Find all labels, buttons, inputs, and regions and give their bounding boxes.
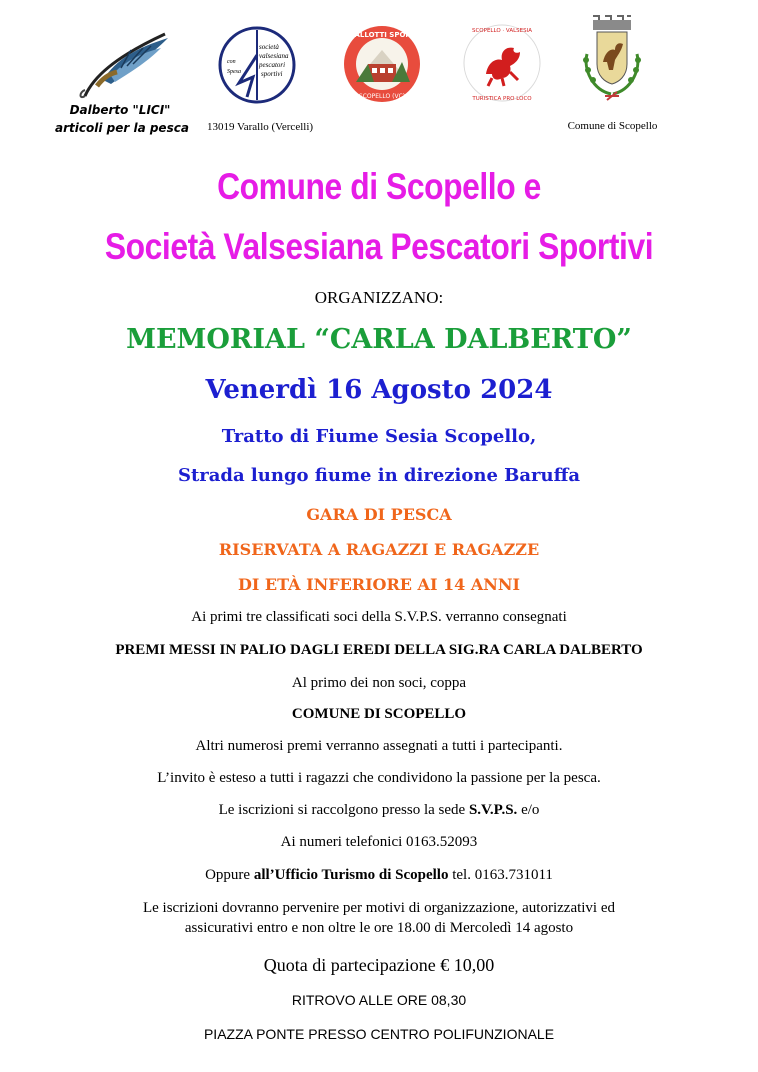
svg-text:società: società — [259, 43, 279, 51]
proloco-horse-icon — [462, 22, 542, 104]
gara-line3: DI ETÀ INFERIORE AI 14 ANNI — [237, 575, 521, 594]
gallotti-sport-icon — [342, 24, 422, 104]
gara-line2: RISERVATA A RAGAZZI E RAGAZZE — [218, 540, 540, 559]
prizes-bold: PREMI MESSI IN PALIO DAGLI EREDI DELLA SIG.RA CARLA DALBERTO — [115, 642, 643, 658]
comune-coat-of-arms-icon — [577, 14, 647, 106]
ritrovo-text: RITROVO ALLE ORE 08,30 — [291, 992, 467, 1008]
logo5-caption: Comune di Scopello — [567, 120, 658, 132]
altri-premi: Altri numerosi premi verranno assegnati a tutti i partecipanti. — [195, 738, 563, 754]
location-line2: Strada lungo fiume in direzione Baruffa — [177, 465, 581, 486]
svg-text:SCOPELLO (VC): SCOPELLO (VC) — [358, 93, 406, 100]
piazza-text: PIAZZA PONTE PRESSO CENTRO POLIFUNZIONALE — [203, 1026, 555, 1042]
logo-comune — [555, 14, 670, 139]
logo-svps — [195, 25, 325, 140]
logo-proloco — [462, 22, 542, 104]
svg-text:GALLOTTI SPORT: GALLOTTI SPORT — [348, 31, 416, 39]
logo2-caption: 13019 Varallo (Vercelli) — [206, 121, 314, 133]
svg-text:Spesa: Spesa — [227, 69, 241, 75]
deadline-line1: Le iscrizioni dovranno pervenire per motivi di organizzazione, autorizzativi ed — [142, 900, 616, 916]
phone-numbers: Ai numeri telefonici 0163.52093 — [280, 834, 478, 850]
logo1-line1: Dalberto "LICI" — [69, 103, 171, 117]
iscrizioni-text-c: e/o — [517, 802, 540, 818]
svg-text:con: con — [227, 59, 236, 65]
quota-text: Quota di partecipazione € 10,00 — [263, 955, 495, 975]
invito-text: L’invito è esteso a tutti i ragazzi che condividono la passione per la pesca. — [157, 770, 601, 786]
organizzano-label: ORGANIZZANO: — [314, 288, 444, 307]
event-date: Venerdì 16 Agosto 2024 — [205, 375, 553, 405]
svg-text:sportivi: sportivi — [261, 70, 283, 78]
iscrizioni-sede — [0, 802, 758, 819]
title-line2: Società Valsesiana Pescatori Sportivi — [104, 226, 654, 267]
memorial-title: MEMORIAL “CARLA DALBERTO” — [126, 324, 632, 355]
logo1-line2: articoli per la pesca — [55, 121, 189, 135]
oppure-text-a: Oppure — [205, 867, 254, 883]
deadline-line2: assicurativi entro e non oltre le ore 18.00 di Mercoledì 14 agosto — [184, 920, 574, 936]
comune-coppa: COMUNE DI SCOPELLO — [291, 706, 467, 722]
logo-dalberto — [55, 20, 189, 140]
svg-text:valsesiana: valsesiana — [259, 52, 289, 60]
oppure-ufficio: all’Ufficio Turismo di Scopello — [253, 867, 449, 883]
fly-lure-icon — [73, 28, 173, 103]
prizes-intro: Ai primi tre classificati soci della S.V.P.S. verranno consegnati — [191, 609, 567, 625]
iscrizioni-text-a: Le iscrizioni si raccolgono presso la sede — [218, 802, 469, 818]
location-line1: Tratto di Fiume Sesia Scopello, — [221, 426, 537, 447]
iscrizioni-svps: S.V.P.S. — [468, 802, 518, 818]
svg-text:pescatori: pescatori — [259, 61, 286, 69]
title-line1: Comune di Scopello e — [217, 166, 541, 207]
non-soci-text: Al primo dei non soci, coppa — [291, 675, 467, 691]
svg-text:SCOPELLO · VALSESIA: SCOPELLO · VALSESIA — [471, 28, 533, 34]
logo-gallotti — [342, 24, 422, 104]
oppure-text-c: tel. 0163.731011 — [448, 867, 553, 883]
svg-text:TURISTICA PRO LOCO: TURISTICA PRO LOCO — [472, 96, 532, 102]
ufficio-turismo — [0, 867, 758, 884]
svps-emblem-icon — [217, 25, 297, 105]
gara-line1: GARA DI PESCA — [306, 505, 452, 524]
